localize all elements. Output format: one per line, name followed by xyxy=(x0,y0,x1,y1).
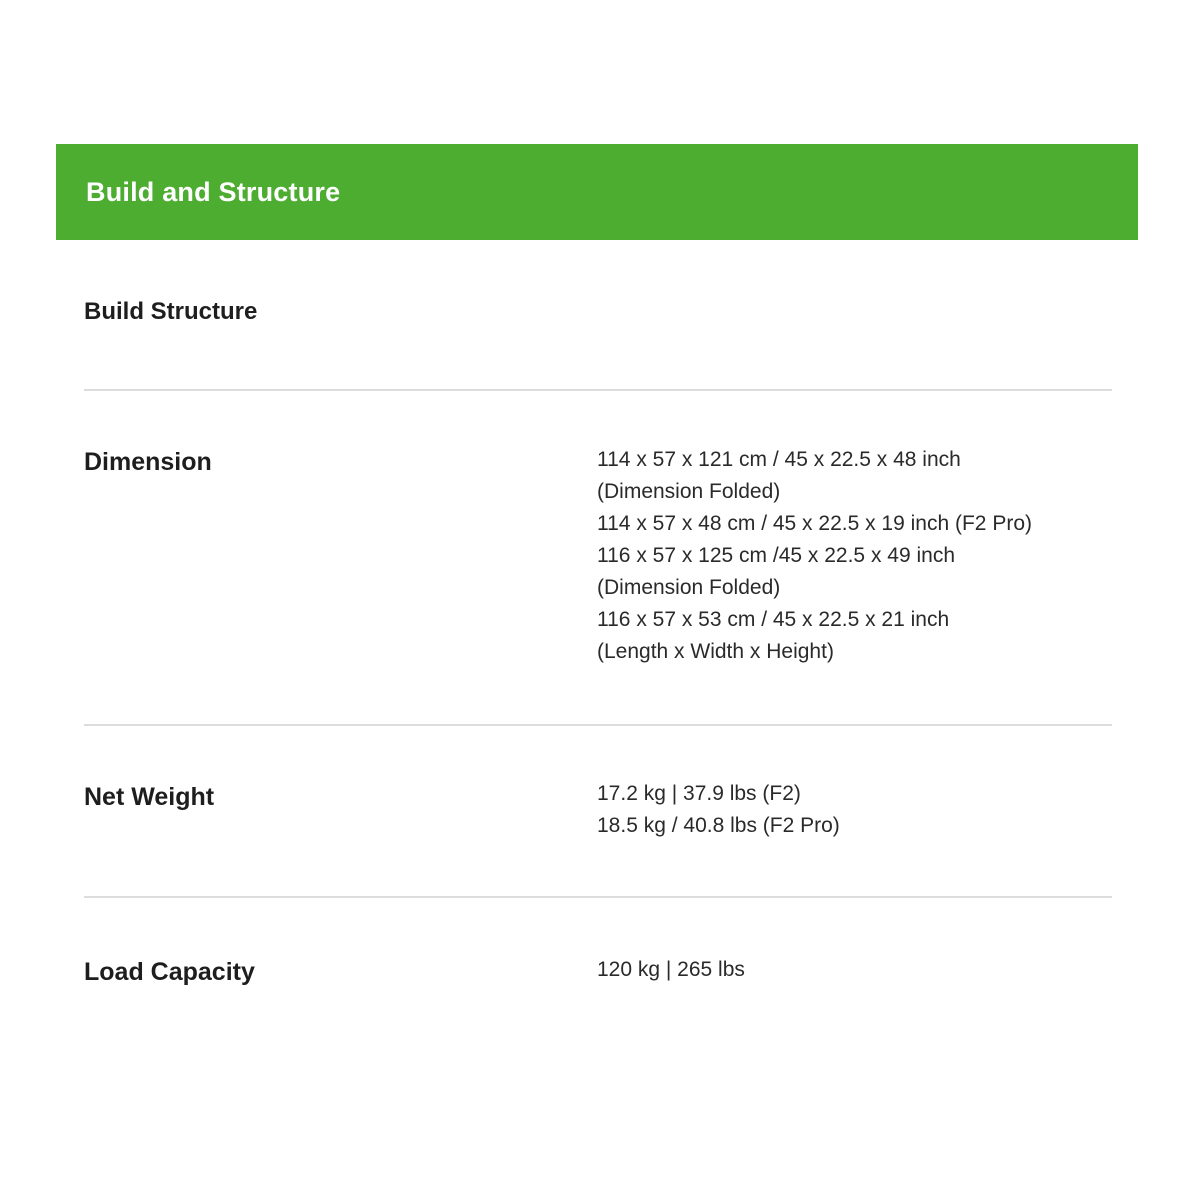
divider xyxy=(84,896,1112,898)
spec-value-net-weight xyxy=(597,778,840,842)
spec-value-line: 114 x 57 x 48 cm / 45 x 22.5 x 19 inch (F2 Pro) xyxy=(597,512,1032,535)
spec-value-line: 18.5 kg / 40.8 lbs (F2 Pro) xyxy=(597,814,840,837)
spec-label-dimension: Dimension xyxy=(84,448,212,476)
spec-value-line: (Length x Width x Height) xyxy=(597,640,834,663)
spec-value-line: 114 x 57 x 121 cm / 45 x 22.5 x 48 inch xyxy=(597,448,961,471)
section-subtitle: Build Structure xyxy=(84,298,258,325)
section-header-title: Build and Structure xyxy=(86,176,341,207)
spec-value-line: 120 kg | 265 lbs xyxy=(597,958,745,981)
spec-value-load-capacity xyxy=(597,954,745,986)
spec-value-dimension xyxy=(597,444,1032,668)
spec-value-line: (Dimension Folded) xyxy=(597,480,781,503)
spec-label-load-capacity: Load Capacity xyxy=(84,958,255,986)
divider xyxy=(84,389,1112,391)
spec-value-line: 116 x 57 x 125 cm /45 x 22.5 x 49 inch xyxy=(597,544,955,567)
section-header-bar xyxy=(56,144,1138,240)
spec-label-net-weight: Net Weight xyxy=(84,783,215,811)
spec-value-line: 17.2 kg | 37.9 lbs (F2) xyxy=(597,782,801,805)
spec-value-line: 116 x 57 x 53 cm / 45 x 22.5 x 21 inch xyxy=(597,608,950,631)
spec-value-line: (Dimension Folded) xyxy=(597,576,781,599)
divider xyxy=(84,724,1112,726)
